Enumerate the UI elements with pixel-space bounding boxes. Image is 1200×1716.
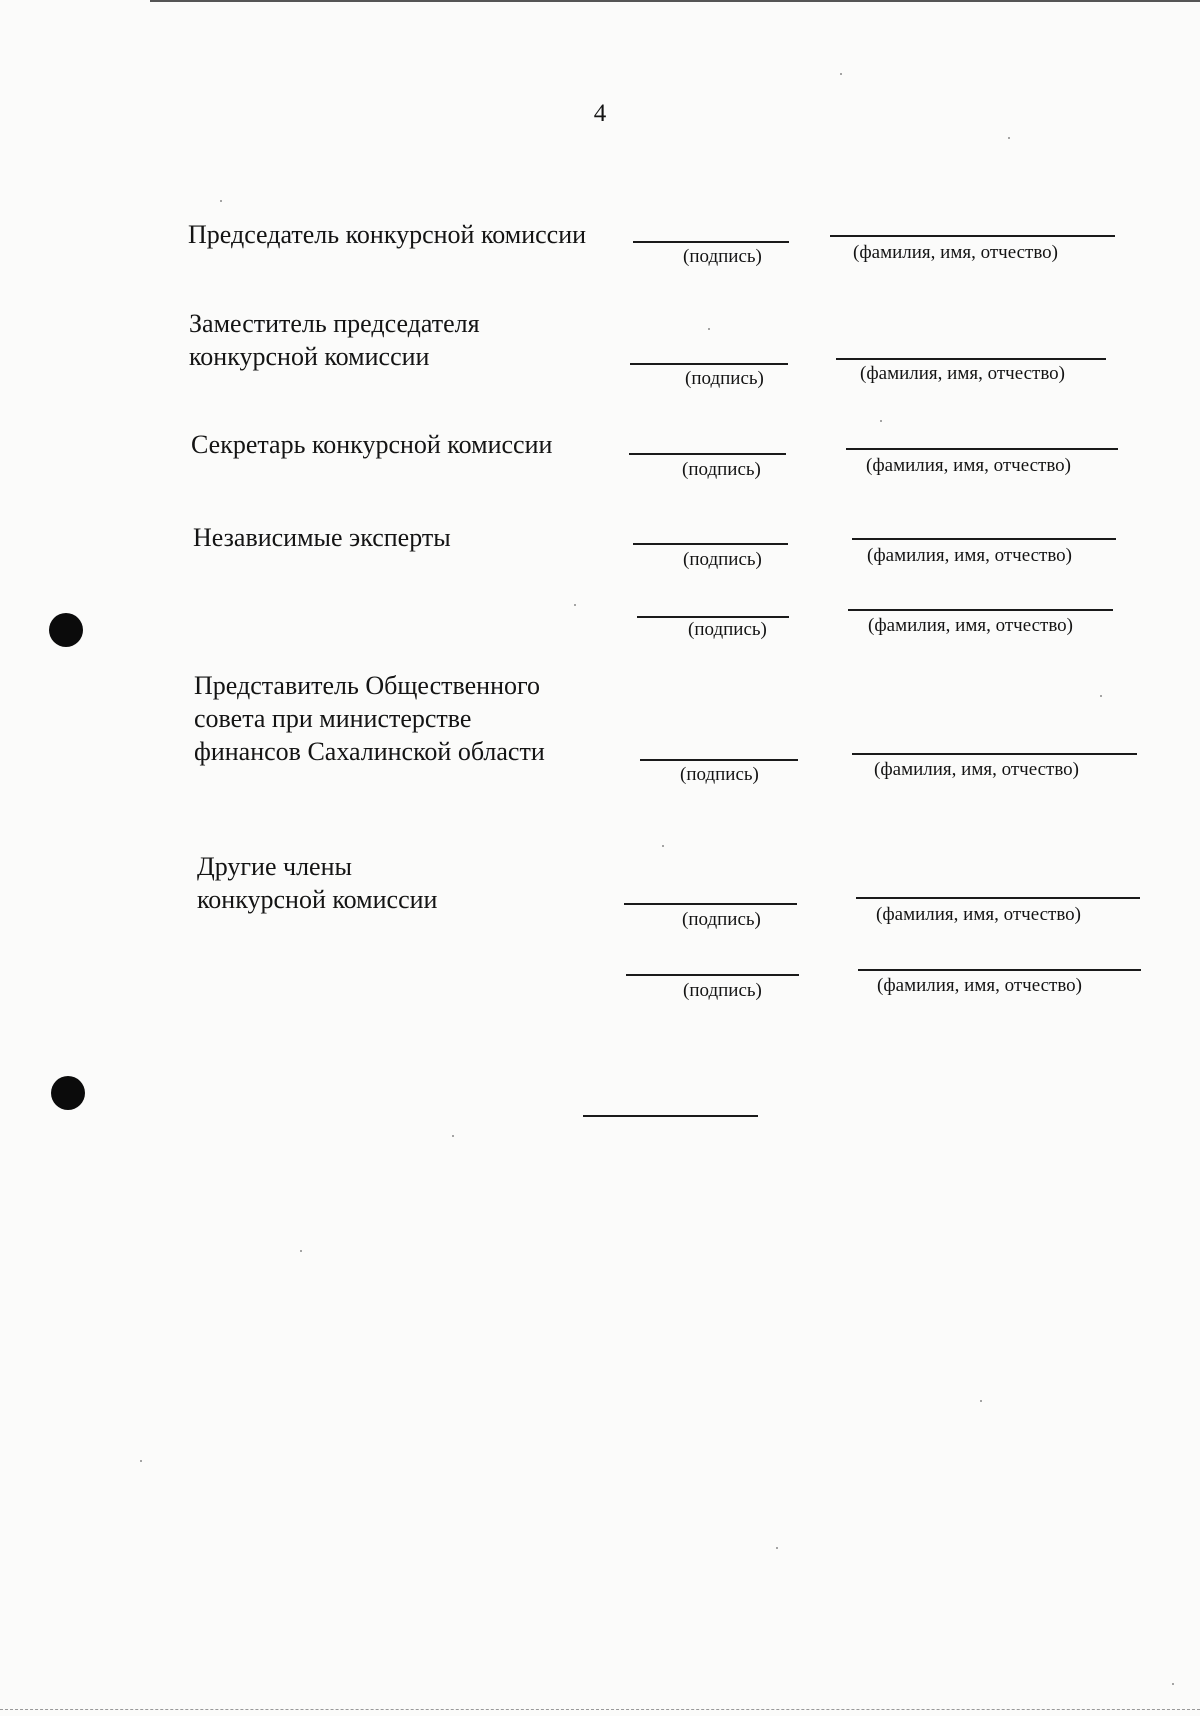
caption-signature-other-member-2: (подпись) bbox=[683, 980, 762, 1001]
signature-line-secretary bbox=[629, 453, 786, 455]
signature-line-expert-1 bbox=[633, 543, 788, 545]
role-secretary-line: Секретарь конкурсной комиссии bbox=[191, 430, 553, 459]
scan-edge-bottom bbox=[0, 1709, 1200, 1711]
scan-speck bbox=[574, 604, 576, 606]
scan-speck bbox=[452, 1135, 454, 1137]
role-public-council-line-3: финансов Сахалинской области bbox=[194, 737, 545, 766]
name-line-public-council bbox=[852, 753, 1137, 755]
role-deputy-chairman-line-1: Заместитель председателя bbox=[189, 309, 480, 338]
punch-hole-lower bbox=[51, 1076, 85, 1110]
role-public-council-line-2: совета при министерстве bbox=[194, 704, 472, 733]
scan-speck bbox=[1008, 137, 1010, 139]
page-number: 4 bbox=[593, 100, 607, 127]
role-public-council bbox=[194, 669, 545, 768]
scan-speck bbox=[980, 1400, 982, 1402]
caption-name-other-member-1: (фамилия, имя, отчество) bbox=[876, 904, 1082, 925]
signature-line-other-member-1 bbox=[624, 903, 797, 905]
scan-speck bbox=[776, 1547, 778, 1549]
caption-name-secretary: (фамилия, имя, отчество) bbox=[866, 455, 1072, 476]
name-line-expert-1 bbox=[852, 538, 1116, 540]
role-experts-line: Независимые эксперты bbox=[193, 523, 451, 552]
role-other-members bbox=[197, 850, 437, 916]
caption-name-expert-1: (фамилия, имя, отчество) bbox=[867, 545, 1073, 566]
signature-line-public-council bbox=[640, 759, 798, 761]
caption-signature-public-council: (подпись) bbox=[680, 764, 759, 785]
caption-signature-expert-2: (подпись) bbox=[688, 619, 767, 640]
scan-speck bbox=[1100, 695, 1102, 697]
role-other-members-line-2: конкурсной комиссии bbox=[197, 885, 438, 914]
signature-line-expert-2 bbox=[637, 616, 789, 618]
punch-hole-upper bbox=[49, 613, 83, 647]
role-chairman bbox=[188, 218, 586, 251]
scan-speck bbox=[140, 1460, 142, 1462]
role-public-council-line-1: Представитель Общественного bbox=[194, 671, 541, 700]
role-deputy-chairman-line-2: конкурсной комиссии bbox=[189, 342, 430, 371]
caption-name-other-member-2: (фамилия, имя, отчество) bbox=[877, 975, 1083, 996]
name-line-other-member-2 bbox=[858, 969, 1141, 971]
signature-line-other-member-2 bbox=[626, 974, 799, 976]
caption-name-public-council: (фамилия, имя, отчество) bbox=[874, 759, 1080, 780]
signature-line-deputy-chairman bbox=[630, 363, 788, 365]
scan-speck bbox=[840, 73, 842, 75]
role-experts bbox=[193, 521, 451, 554]
caption-name-expert-2: (фамилия, имя, отчество) bbox=[868, 615, 1074, 636]
name-line-chairman bbox=[830, 235, 1115, 237]
name-line-expert-2 bbox=[848, 609, 1113, 611]
scan-speck bbox=[662, 845, 664, 847]
document-end-rule bbox=[583, 1115, 758, 1117]
caption-name-deputy-chairman: (фамилия, имя, отчество) bbox=[860, 363, 1066, 384]
caption-name-chairman: (фамилия, имя, отчество) bbox=[853, 242, 1059, 263]
signature-line-chairman bbox=[633, 241, 789, 243]
role-deputy-chairman bbox=[189, 307, 480, 373]
caption-signature-expert-1: (подпись) bbox=[683, 549, 762, 570]
name-line-other-member-1 bbox=[856, 897, 1140, 899]
caption-signature-secretary: (подпись) bbox=[682, 459, 761, 480]
scan-edge-top bbox=[150, 0, 1200, 2]
caption-signature-chairman: (подпись) bbox=[683, 246, 762, 267]
name-line-secretary bbox=[846, 448, 1118, 450]
scan-speck bbox=[1172, 1683, 1174, 1685]
role-chairman-line: Председатель конкурсной комиссии bbox=[188, 220, 587, 249]
scan-speck bbox=[880, 420, 882, 422]
role-secretary bbox=[191, 428, 552, 461]
caption-signature-other-member-1: (подпись) bbox=[682, 909, 761, 930]
caption-signature-deputy-chairman: (подпись) bbox=[685, 368, 764, 389]
scan-speck bbox=[300, 1250, 302, 1252]
scan-speck bbox=[220, 200, 222, 202]
scan-speck bbox=[708, 328, 710, 330]
name-line-deputy-chairman bbox=[836, 358, 1106, 360]
role-other-members-line-1: Другие члены bbox=[197, 852, 352, 881]
